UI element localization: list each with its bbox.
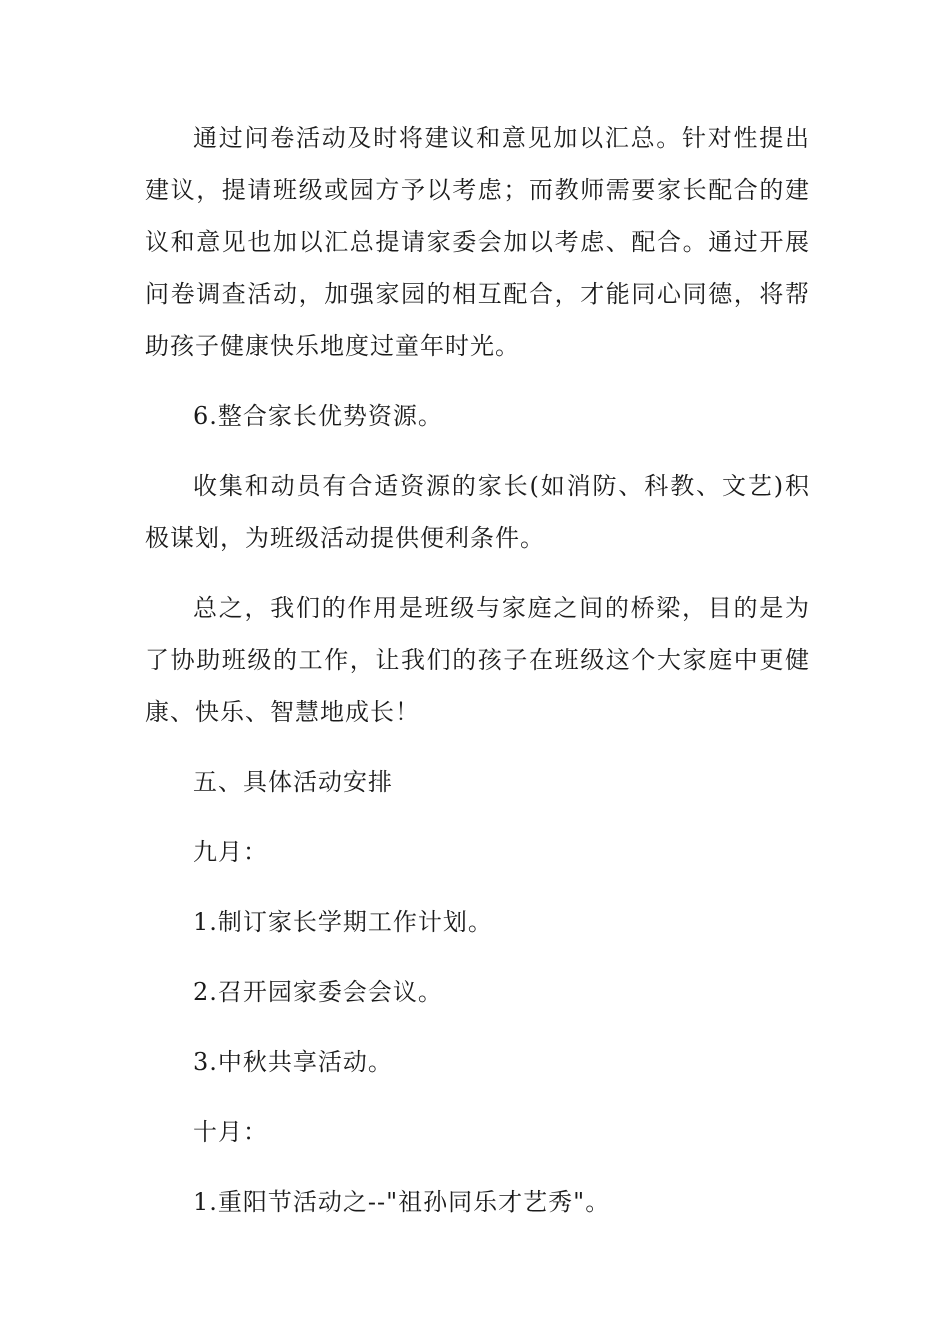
list-item-october-1: 1.重阳节活动之--"祖孙同乐才艺秀"。: [193, 1188, 611, 1216]
list-item-september-2: 2.召开园家委会会议。: [193, 978, 443, 1006]
paragraph-conclusion: 总之，我们的作用是班级与家庭之间的桥梁，目的是为了协助班级的工作，让我们的孩子在班级这个大家庭中更健康、快乐、智慧地成长！: [145, 594, 810, 726]
paragraph-item-6-heading: 6.整合家长优势资源。: [193, 402, 443, 430]
document-body: [145, 112, 810, 1246]
list-item-september-1: 1.制订家长学期工作计划。: [193, 908, 493, 936]
month-heading-september: 九月：: [193, 838, 268, 866]
paragraph-questionnaire-summary: 通过问卷活动及时将建议和意见加以汇总。针对性提出建议，提请班级或园方予以考虑；而教师需要家长配合的建议和意见也加以汇总提请家委会加以考虑、配合。通过开展问卷调查活动，加强家园的相互配合，才能同心同德，将帮助孩子健康快乐地度过童年时光。: [145, 124, 810, 360]
section-heading-activity-schedule: 五、具体活动安排: [193, 768, 393, 796]
paragraph-parent-resources: 收集和动员有合适资源的家长(如消防、科教、文艺)积极谋划，为班级活动提供便利条件。: [145, 472, 810, 552]
month-heading-october: 十月：: [193, 1118, 268, 1146]
list-item-september-3: 3.中秋共享活动。: [193, 1048, 393, 1076]
